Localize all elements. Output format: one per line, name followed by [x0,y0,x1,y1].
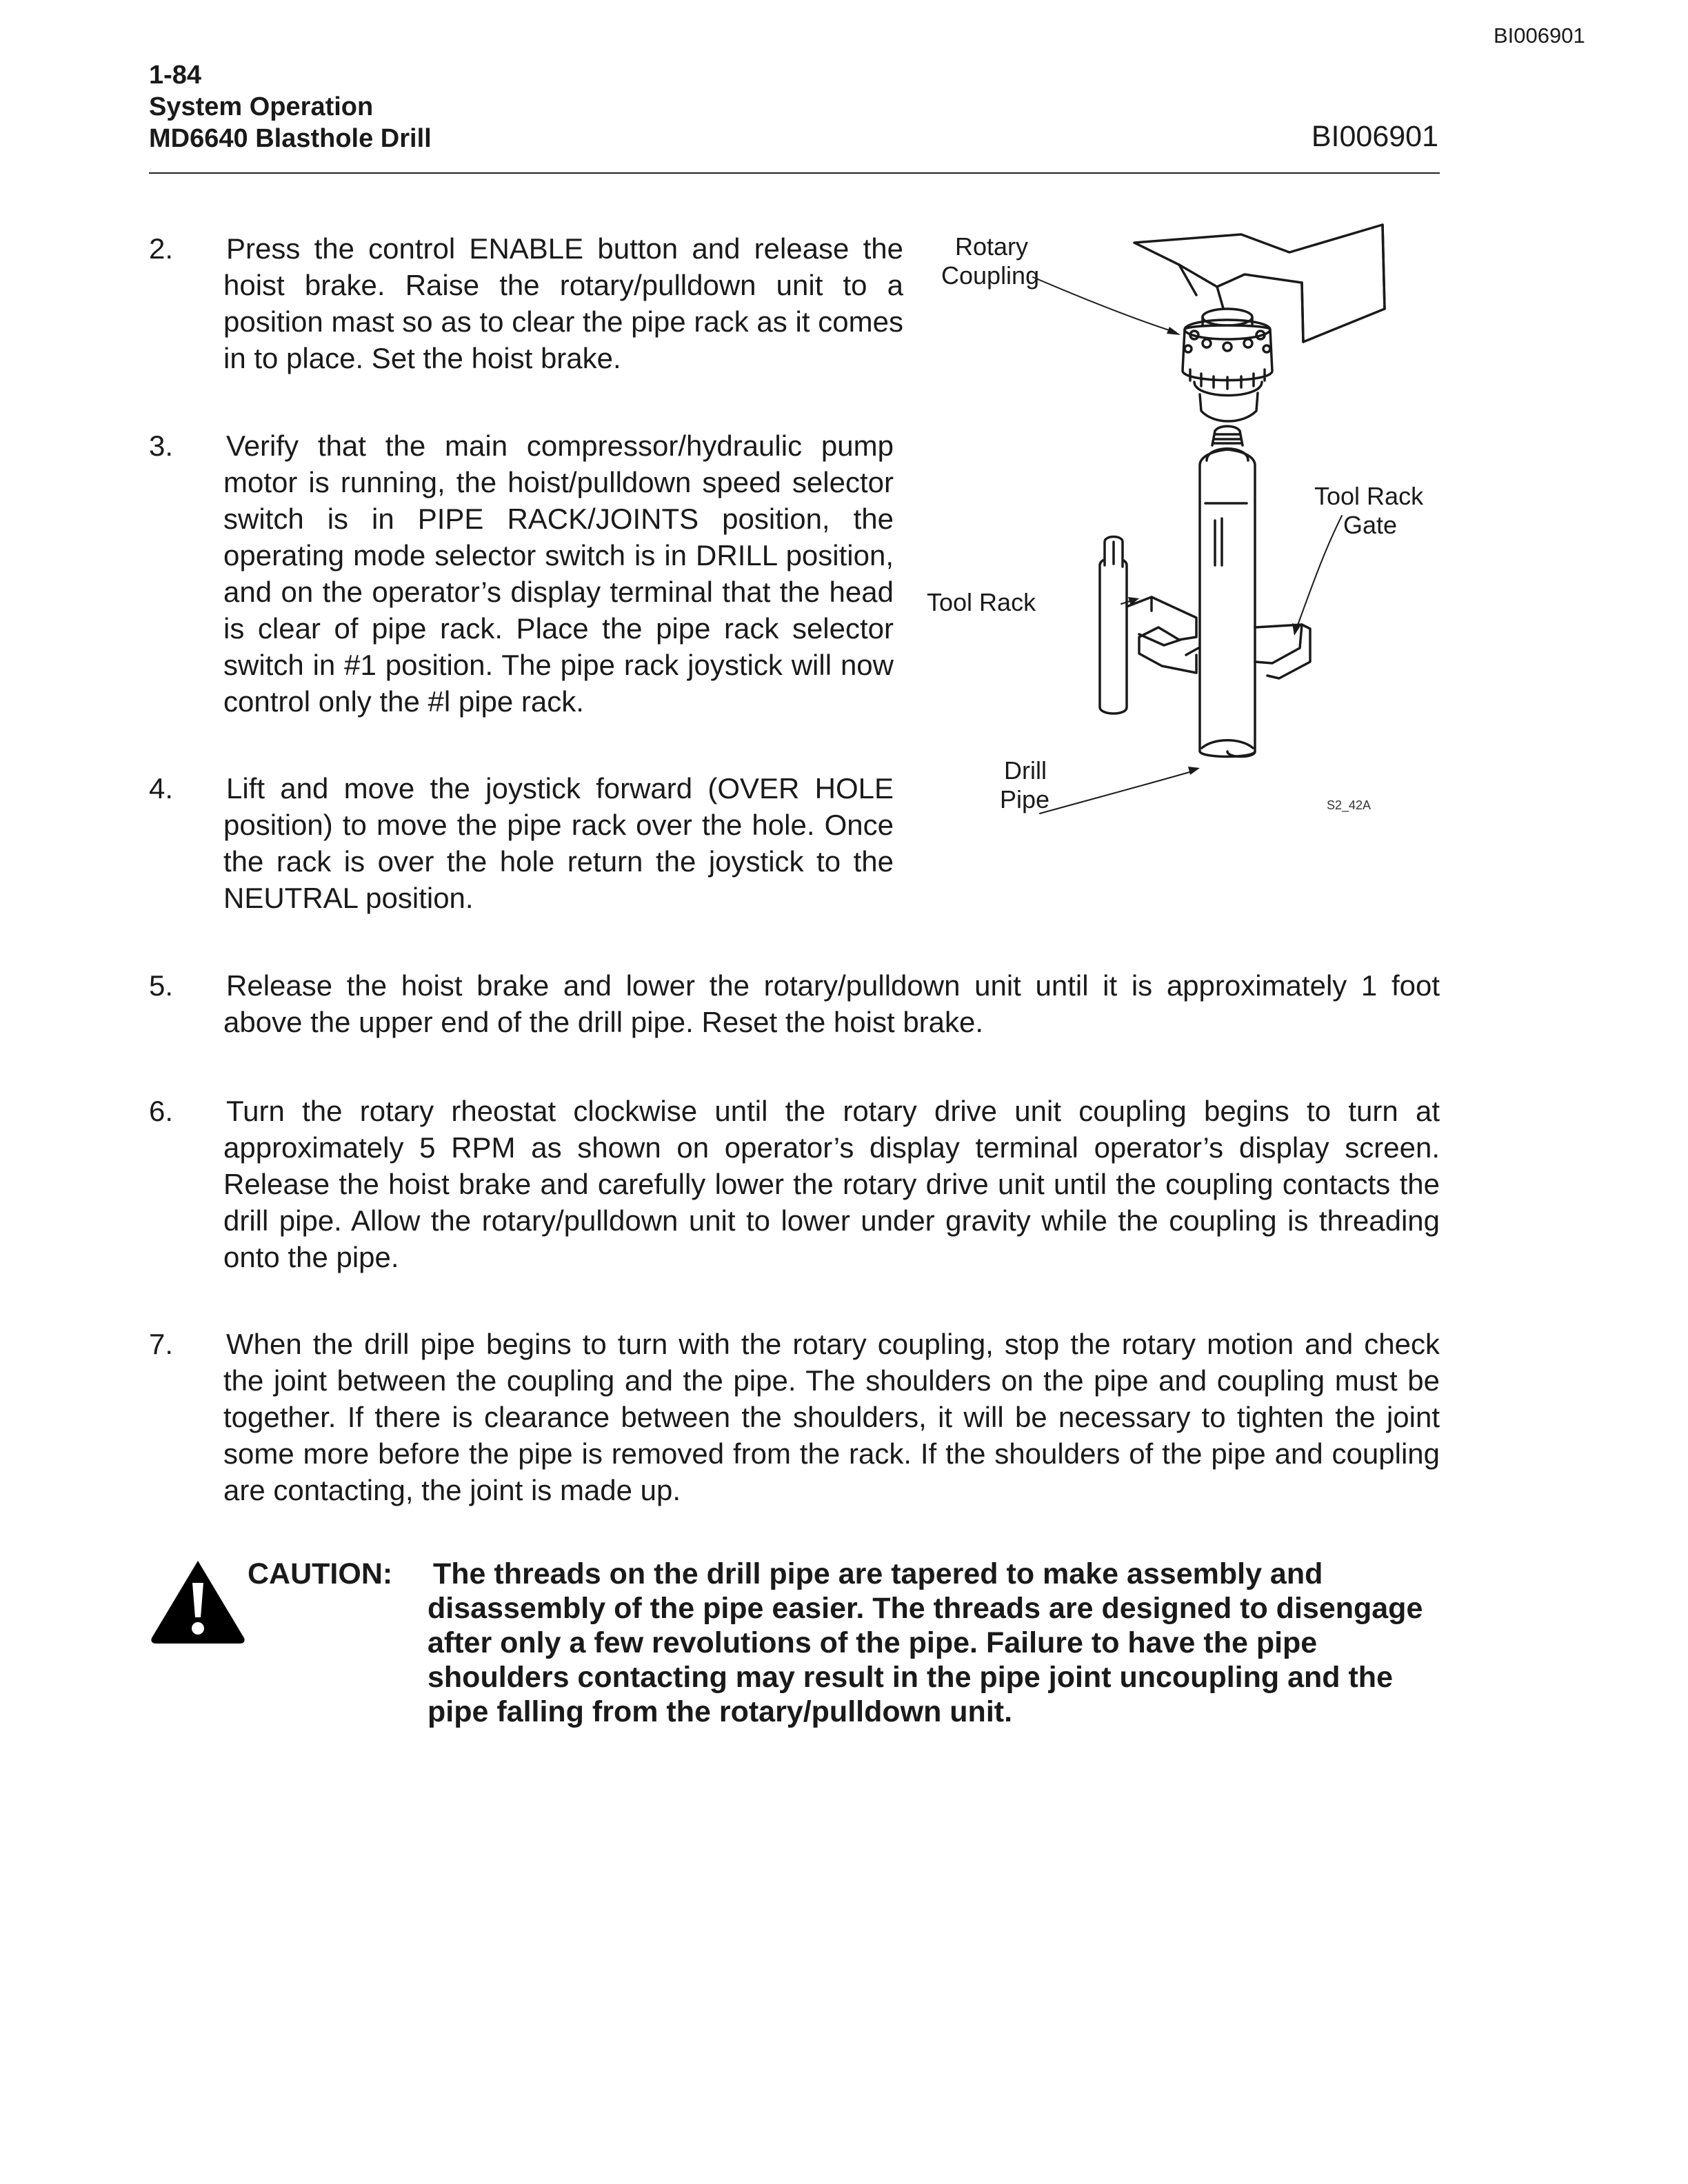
pipe-rack-illustration [924,207,1448,841]
header-divider [149,172,1440,174]
step-number: 5. [149,969,174,1002]
step-text: Lift and move the joystick forward (OVER HOLE position) to move the pipe rack over the hole. Once the rack is over the hole return the joystick to the NEUTRAL position. [223,772,894,914]
rotary-coupling-label: Rotary [955,232,1029,261]
step-number: 6. [149,1095,174,1127]
pipe-rack-figure [924,207,1448,841]
drill-pipe-label: Pipe [1000,785,1050,813]
rotary-head-drawing [1134,225,1385,421]
step-number: 4. [149,772,174,805]
step-number: 2. [149,232,174,265]
step-text: Turn the rotary rheostat clockwise until the rotary drive unit coupling begins to turn at approximately 5 RPM as shown on operator’s display terminal operator’s display screen. Release the hoist brake and carefully lower the rotary drive unit until the coupling contacts the drill pipe. Allow the rotary/pulldown unit to lower under gravity while the coupling is threading onto the pipe. [223,1095,1440,1273]
document-id: BI006901 [1311,120,1438,153]
rotary-coupling-label: Coupling [941,261,1040,290]
section-title: System Operation [149,92,374,121]
page-header [149,59,1438,176]
step-text: Press the control ENABLE button and release the hoist brake. Raise the rotary/pulldown unit to a position mast so as to clear the pipe rack as it comes in to place. Set the hoist brake. [223,232,903,374]
step-text: When the drill pipe begins to turn with the rotary coupling, stop the rotary motion and check the joint between the coupling and the pipe. The shoulders on the pipe and coupling must be together. If there is clearance between the shoulders, it will be necessary to tighten the joint some more before the pipe is removed from the rack. If the shoulders of the pipe and coupling are contacting, the joint is made up. [223,1328,1440,1506]
caution-label: CAUTION: [248,1557,393,1590]
document-id-top: BI006901 [1494,23,1585,48]
drill-pipe-label: Drill [1004,756,1047,785]
page-number: 1-84 [149,61,202,90]
figure-code: S2_42A [1327,798,1372,812]
drill-pipe-drawing [1200,426,1255,756]
caution-notice [149,1557,1440,1763]
step-number: 7. [149,1328,174,1360]
step-text: Release the hoist brake and lower the rotary/pulldown unit until it is approximately 1 foot above the upper end of the drill pipe. Reset the hoist brake. [223,969,1440,1038]
tool-rack-gate-label: Tool Rack [1314,482,1424,510]
step-text: Verify that the main compressor/hydraulic pump motor is running, the hoist/pulldown speed selector switch is in PIPE RACK/JOINTS position, the operating mode selector switch is in DRILL position, and on the operator’s display terminal that the head is clear of pipe rack. Place the pipe rack selector switch in #1 position. The pipe rack joystick will now control only the #l pipe rack. [223,429,894,718]
tool-rack-gate-drawing [1255,625,1310,678]
caution-text: The threads on the drill pipe are tapered to make assembly and disassembly of the pipe easier. The threads are designed to disengage after only a few revolutions of the pipe. Failure to have the pipe shoulders contacting may result in the pipe joint uncoupling and the pipe falling from the rotary/pulldown unit. [428,1557,1423,1728]
warning-triangle-icon [149,1557,247,1645]
tool-rack-drawing [1100,537,1198,714]
tool-rack-label: Tool Rack [927,588,1036,616]
tool-rack-gate-label: Gate [1343,511,1398,539]
step-number: 3. [149,429,174,462]
product-name: MD6640 Blasthole Drill [149,124,432,153]
